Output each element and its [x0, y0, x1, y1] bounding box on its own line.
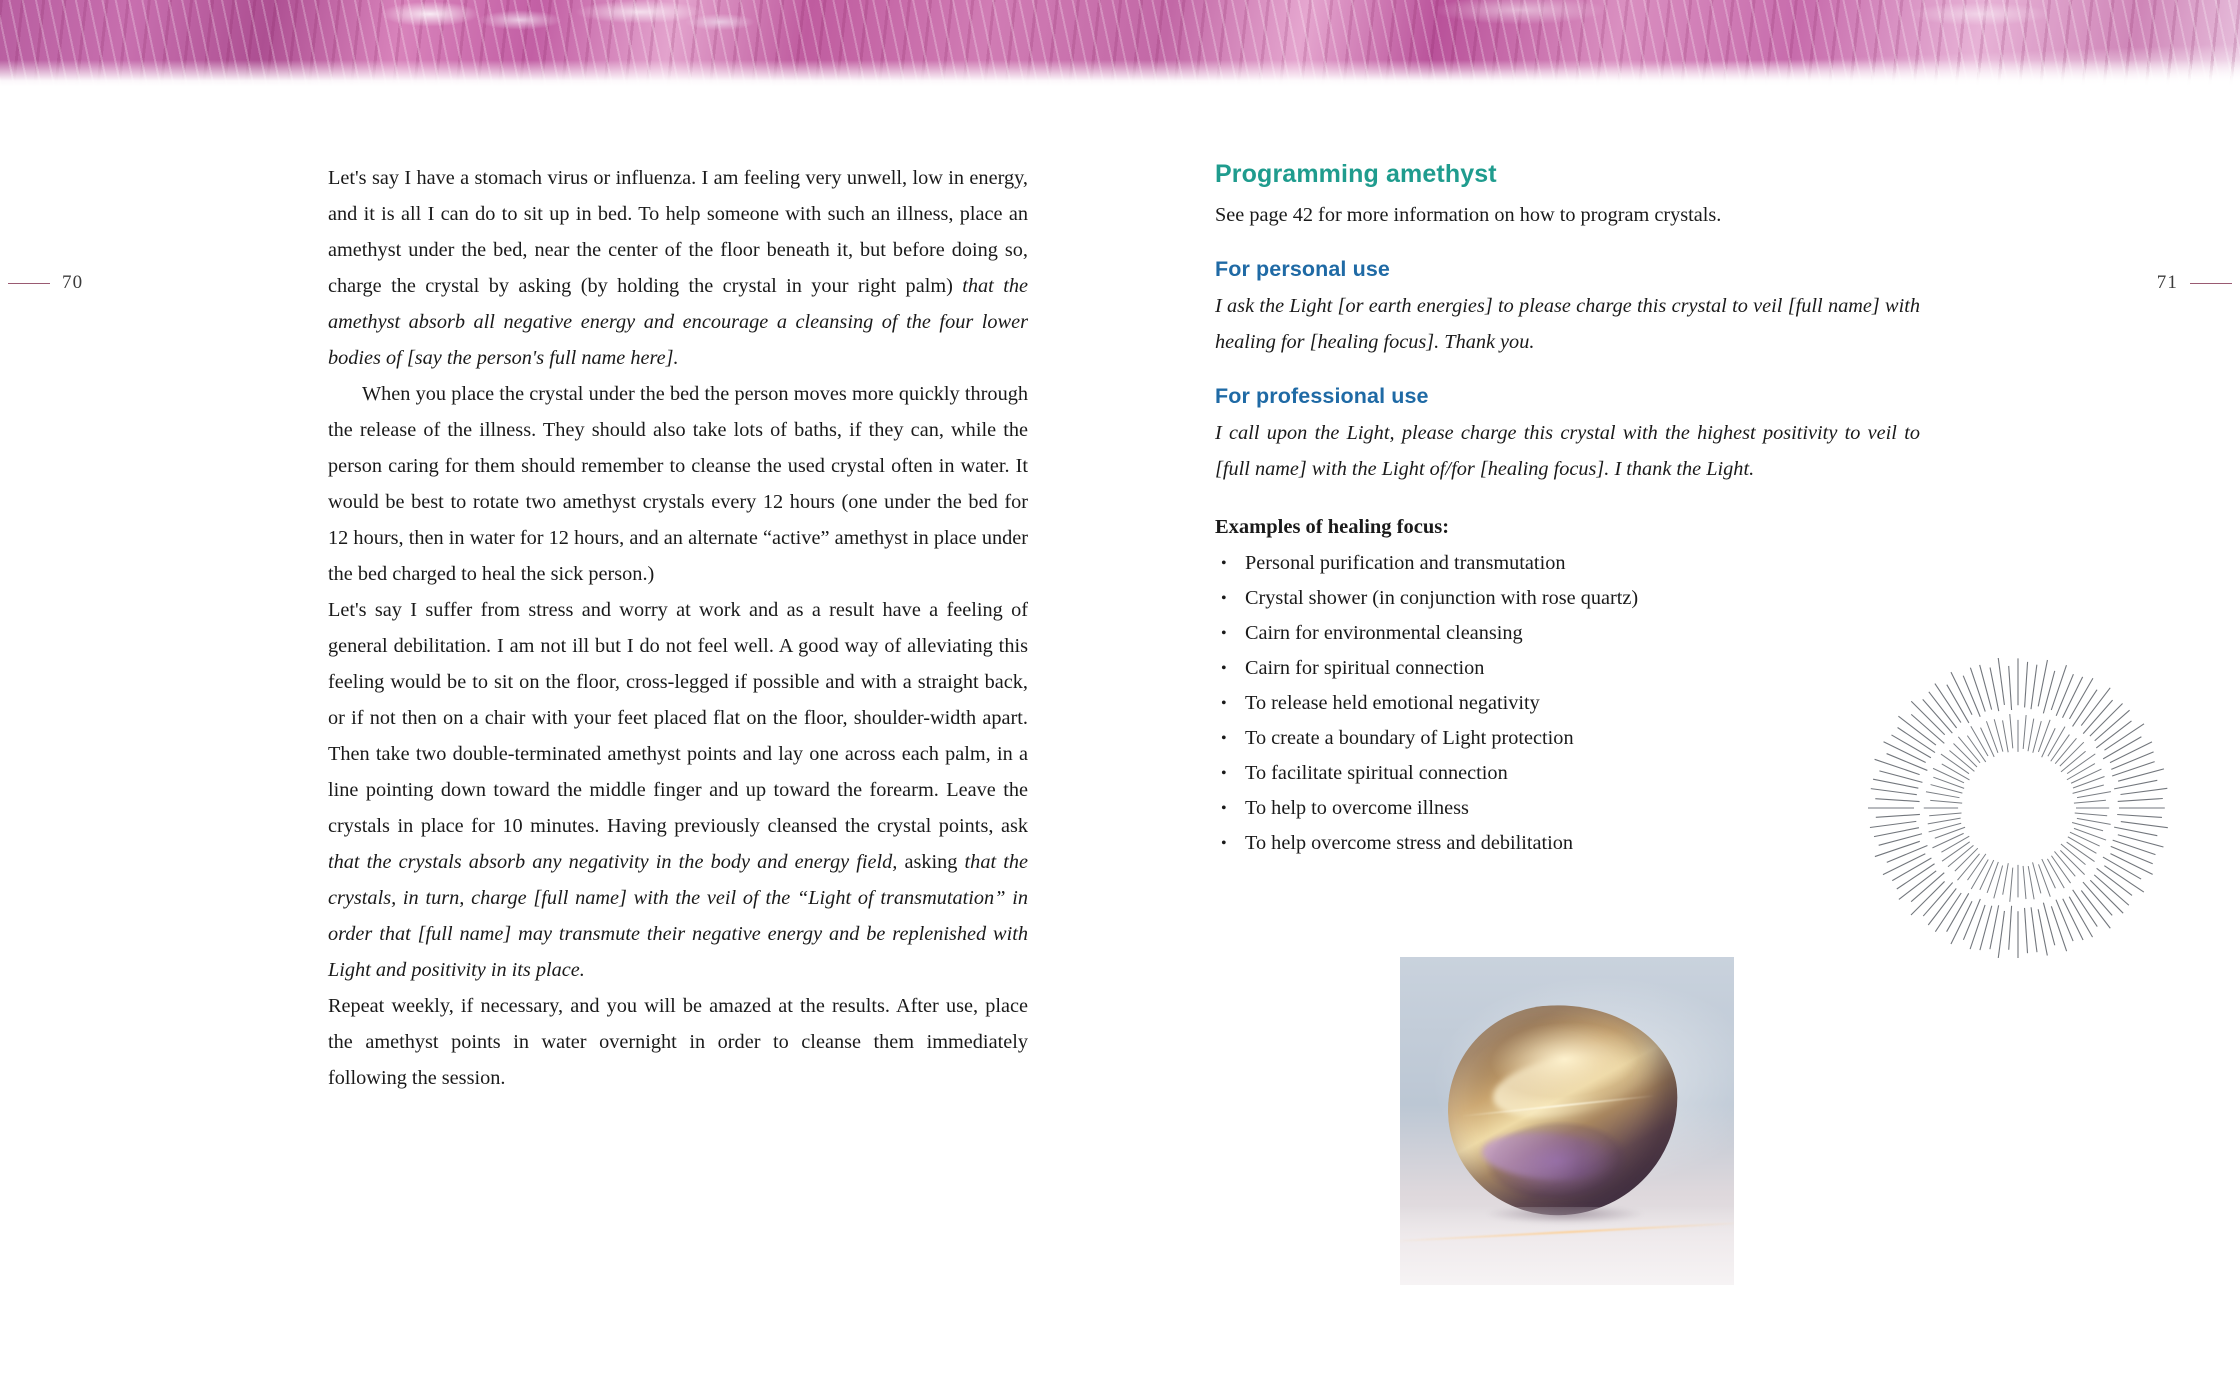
section-title-programming-amethyst: Programming amethyst: [1215, 160, 1497, 188]
subheading-personal-use: For personal use: [1215, 257, 1390, 281]
examples-heading: Examples of healing focus:: [1215, 516, 1450, 538]
spacer: [1215, 487, 1920, 511]
page-number-left: 70: [62, 272, 84, 293]
list-item: • To release held emotional negativity: [1215, 686, 1920, 721]
list-item: • Personal purification and transmutation: [1215, 546, 1920, 581]
paragraph-under-bed: When you place the crystal under the bed the person moves more quickly through the release of the illness. They should also take lots of baths, if they can, while the person caring for them should remember to cleanse the used crystal often in water. It would be best to rotate two amethyst crystals every 12 hours (one under the bed for 12 hours, then in water for 12 hours, and an alternate “active” amethyst in place under the bed charged to heal the sick person.): [328, 383, 1028, 585]
paragraph-professional-use-invocation: I call upon the Light, please charge this crystal with the highest positivity to veil to [full name] with the Light of/for [healing focus]. I thank the Light.: [1215, 422, 1920, 480]
spacer: [1215, 360, 1920, 384]
list-item: • Crystal shower (in conjunction with rose quartz): [1215, 581, 1920, 616]
list-item: • Cairn for spiritual connection: [1215, 651, 1920, 686]
paragraph-text-italic-2: that the crystals, in turn, charge [full name] with the veil of the “Light of transmutation” in order that [full name] may transmute their negative energy and be replenished with Light and positivity in its place.: [328, 851, 1028, 981]
healing-focus-list: [1215, 546, 1920, 861]
sunburst-ornament: [1868, 658, 2168, 958]
subheading-professional-use: For professional use: [1215, 384, 1429, 408]
tumbled-amethyst-photo: [1400, 957, 1734, 1285]
list-item: • To help to overcome illness: [1215, 791, 1920, 826]
list-item: • To create a boundary of Light protection: [1215, 721, 1920, 756]
page-number-right: 71: [2156, 272, 2178, 293]
paragraph-repeat-weekly: Repeat weekly, if necessary, and you will be amazed at the results. After use, place the amethyst points in water overnight in order to cleanse them immediately following the session.: [328, 995, 1028, 1089]
paragraph-personal-use-invocation: I ask the Light [or earth energies] to please charge this crystal to veil [full name] with healing for [healing focus]. Thank you.: [1215, 295, 1920, 353]
spacer: [1215, 233, 1920, 257]
paragraph-text-asking: asking: [897, 851, 965, 873]
left-page-text-column: [328, 160, 1028, 1096]
band-crystal-highlights: [0, 0, 2240, 48]
stone-shadow: [1454, 1201, 1676, 1227]
paragraph-illness-intro: [328, 160, 1028, 376]
paragraph-stress: [328, 592, 1028, 988]
paragraph-text: Let's say I suffer from stress and worry at work and as a result have a feeling of general debilitation. I am not ill but I do not feel well. A good way of alleviating this feeling would be to sit on the floor, cross-legged if possible and with a straight back, or if not then on a chair with your feet placed flat on the floor, shoulder-width apart. Then take two double-terminated amethyst points and lay one across each palm, in a line pointing down toward the middle finger and up toward the forearm. Leave the crystals in place for 10 minutes. Having previously cleansed the crystal points, ask: [328, 599, 1028, 837]
paragraph-text-italic: that the amethyst absorb all negative energy and encourage a cleansing of the four lower bodies of [say the person's full name here].: [328, 275, 1028, 369]
right-page-text-column: [1215, 160, 1920, 861]
folio-rule-right: [2190, 283, 2232, 284]
list-item: • To facilitate spiritual connection: [1215, 756, 1920, 791]
amethyst-band-photo: [0, 0, 2240, 86]
band-fade: [0, 60, 2240, 86]
paragraph-text-italic-1: that the crystals absorb any negativity in the body and energy field,: [328, 851, 898, 873]
list-item: • Cairn for environmental cleansing: [1215, 616, 1920, 651]
paragraph-see-page-42: See page 42 for more information on how to program crystals.: [1215, 204, 1722, 226]
paragraph-text: Let's say I have a stomach virus or influenza. I am feeling very unwell, low in energy, and it is all I can do to sit up in bed. To help someone with such an illness, place an amethyst under the bed, near the center of the floor beneath it, but before doing so, charge the crystal by asking (by holding the crystal in your right palm): [328, 167, 1028, 297]
folio-rule-left: [8, 283, 50, 284]
list-item: • To help overcome stress and debilitation: [1215, 826, 1920, 861]
